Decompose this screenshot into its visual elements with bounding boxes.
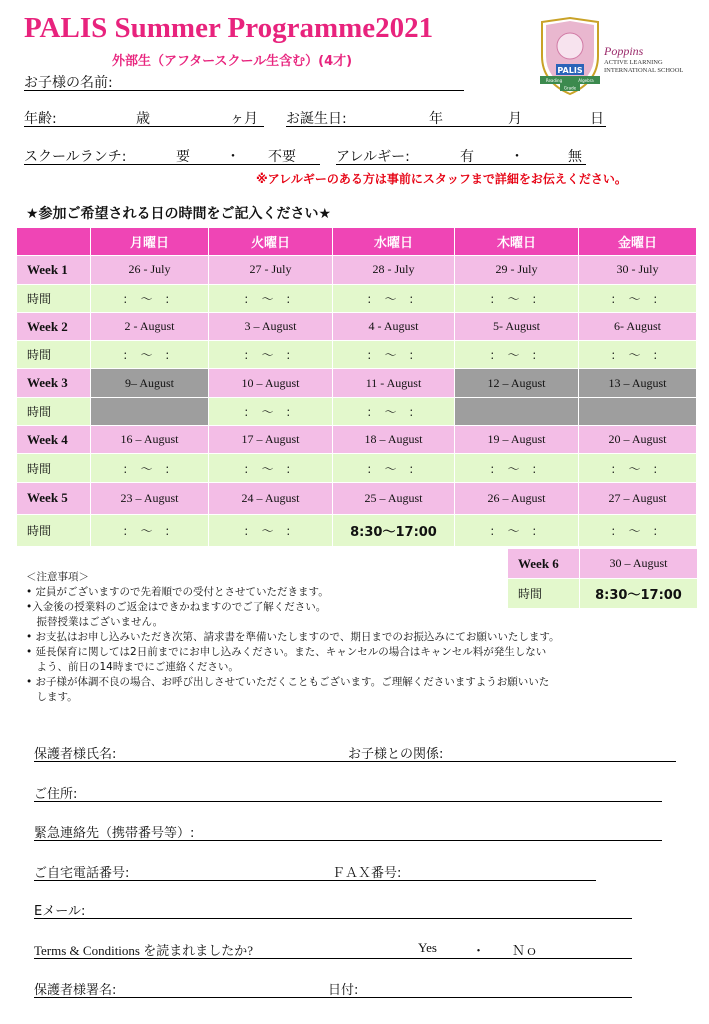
emergency-contact-field[interactable]: [34, 822, 662, 841]
time-label: 時間: [17, 397, 91, 425]
date-cell: 25 – August: [333, 482, 455, 514]
week-label: Week 3: [17, 369, 91, 397]
time-cell-closed: [579, 397, 697, 425]
week-label: Week 1: [17, 256, 91, 284]
time-row: [17, 514, 697, 546]
time-row: [17, 341, 697, 369]
email-label: Eメール:: [34, 904, 86, 919]
time-cell-closed: [455, 397, 579, 425]
email-field[interactable]: [34, 900, 632, 919]
time-input-cell[interactable]: ： 〜 ：: [333, 454, 455, 482]
note-line: • 定員がございますので先着順での受付とさせていただきます。: [26, 586, 329, 598]
week-row: [17, 482, 697, 514]
week6-time: 8:30〜17:00: [580, 579, 698, 609]
page-subtitle: 外部生（アフタースクール生含む）(4才): [112, 54, 353, 69]
week-label: Week 2: [17, 312, 91, 340]
ribbon-left-text: Reading: [545, 78, 563, 83]
time-input-cell[interactable]: ： 〜 ：: [91, 454, 209, 482]
home-phone-field[interactable]: [34, 862, 596, 881]
school-name-line2: INTERNATIONAL SCHOOL: [604, 67, 684, 74]
page-title: PALIS Summer Programme2021: [24, 12, 434, 44]
fax-label: ＦＡＸ番号:: [332, 866, 402, 881]
week-row: [17, 312, 697, 340]
time-input-cell[interactable]: ： 〜 ：: [209, 514, 333, 546]
date-cell: 27 – August: [579, 482, 697, 514]
lunch-dot: ・: [226, 149, 240, 165]
time-row: [17, 454, 697, 482]
notes-section: [26, 570, 559, 705]
allergy-yes-option[interactable]: 有: [460, 149, 474, 165]
schedule-header-row: [17, 228, 697, 256]
time-input-cell[interactable]: ： 〜 ：: [579, 514, 697, 546]
date-cell: 24 – August: [209, 482, 333, 514]
time-input-cell[interactable]: ： 〜 ：: [209, 454, 333, 482]
date-cell: 6- August: [579, 312, 697, 340]
week-row: [17, 426, 697, 454]
time-input-cell[interactable]: ： 〜 ：: [455, 514, 579, 546]
note-line: •入金後の授業料のご返金はできかねますのでご了解ください。: [26, 601, 327, 613]
day-header: 金曜日: [579, 228, 697, 256]
allergy-label: アレルギー:: [336, 149, 410, 165]
time-label: 時間: [17, 514, 91, 546]
terms-dot: ・: [472, 943, 486, 958]
time-input-cell[interactable]: ： 〜 ：: [209, 284, 333, 312]
guardian-name-field[interactable]: [34, 743, 676, 762]
poppins-logo: [604, 44, 694, 75]
schedule-table: [16, 227, 697, 547]
date-cell: 2 - August: [91, 312, 209, 340]
ribbon-bottom-text: Grade: [563, 85, 577, 91]
note-line: • お支払はお申し込みいただき次第、請求書を準備いたしますので、期日までのお振込みにてお願いいたします。: [26, 631, 560, 643]
week-label: Week 5: [17, 482, 91, 514]
day-header: 火曜日: [209, 228, 333, 256]
time-input-cell[interactable]: ： 〜 ：: [209, 397, 333, 425]
date-cell: 3 – August: [209, 312, 333, 340]
date-cell: 17 – August: [209, 426, 333, 454]
birthday-year-unit: 年: [429, 111, 443, 127]
note-line: します。: [26, 691, 78, 703]
relation-label: お子様との関係:: [348, 747, 444, 762]
header-corner: [17, 228, 91, 256]
lunch-label: スクールランチ:: [24, 149, 127, 165]
time-input-cell[interactable]: ： 〜 ：: [333, 397, 455, 425]
signature-field[interactable]: [34, 979, 632, 998]
palis-shield-logo: [536, 16, 604, 96]
time-row: [17, 397, 697, 425]
terms-yes-option[interactable]: Yes: [418, 940, 437, 955]
birthday-label: お誕生日:: [286, 111, 347, 127]
week-row: [17, 369, 697, 397]
date-cell: 27 - July: [209, 256, 333, 284]
ribbon-right-text: Algebra: [578, 78, 594, 83]
date-cell: 26 – August: [455, 482, 579, 514]
date-cell: 11 - August: [333, 369, 455, 397]
week-row: [17, 256, 697, 284]
date-cell: 10 – August: [209, 369, 333, 397]
allergy-warning: ※アレルギーのある方は事前にスタッフまで詳細をお伝えください。: [256, 172, 627, 186]
poppins-brand: Poppins: [604, 44, 644, 58]
address-field[interactable]: [34, 783, 662, 802]
notes-title: ＜注意事項＞: [26, 571, 89, 583]
time-input-cell[interactable]: ： 〜 ：: [455, 454, 579, 482]
birthday-field[interactable]: [286, 108, 606, 127]
time-input-cell[interactable]: ： 〜 ：: [455, 284, 579, 312]
date-cell: 4 - August: [333, 312, 455, 340]
note-line: よう、前日の14時までにご連絡ください。: [26, 661, 239, 673]
birthday-month-unit: 月: [508, 111, 522, 127]
time-row: [17, 284, 697, 312]
time-input-cell[interactable]: ： 〜 ：: [209, 341, 333, 369]
allergy-field[interactable]: [336, 146, 586, 165]
terms-field[interactable]: [34, 940, 632, 959]
child-name-label: お子様の名前:: [24, 75, 113, 91]
time-input-cell[interactable]: ： 〜 ：: [455, 341, 579, 369]
time-input-cell[interactable]: ： 〜 ：: [91, 284, 209, 312]
age-months-unit: ヶ月: [230, 111, 258, 127]
terms-no-option[interactable]: Ｎｏ: [512, 943, 539, 958]
time-cell-closed: [91, 397, 209, 425]
note-line: • 延長保育に関しては2日前までにお申し込みください。また、キャンセルの場合はキャンセル料が発生しない: [26, 646, 547, 658]
terms-label: Terms & Conditions を読まれましたか?: [34, 943, 254, 958]
time-label: 時間: [508, 579, 580, 609]
time-input-cell[interactable]: ： 〜 ：: [579, 341, 697, 369]
week6-date: 30 – August: [580, 549, 698, 579]
time-label: 時間: [17, 341, 91, 369]
guardian-name-label: 保護者様氏名:: [34, 747, 117, 762]
age-label: 年齢:: [24, 111, 57, 127]
age-field[interactable]: [24, 108, 264, 127]
day-header: 水曜日: [333, 228, 455, 256]
birthday-day-unit: 日: [590, 111, 604, 127]
date-cell-closed: 12 – August: [455, 369, 579, 397]
week-label: Week 4: [17, 426, 91, 454]
date-cell: 19 – August: [455, 426, 579, 454]
day-header: 月曜日: [91, 228, 209, 256]
time-input-cell[interactable]: ： 〜 ：: [579, 284, 697, 312]
school-lunch-field[interactable]: [24, 146, 320, 165]
week6-label: Week 6: [508, 549, 580, 579]
lunch-yes-option[interactable]: 要: [176, 149, 190, 165]
shield-text: PALIS: [557, 66, 583, 75]
time-input-cell[interactable]: ： 〜 ：: [579, 454, 697, 482]
allergy-dot: ・: [510, 149, 524, 165]
time-input-cell[interactable]: ： 〜 ：: [333, 341, 455, 369]
home-phone-label: ご自宅電話番号:: [34, 866, 130, 881]
date-cell: 23 – August: [91, 482, 209, 514]
note-line: 振替授業はございません。: [26, 616, 164, 628]
date-cell: 20 – August: [579, 426, 697, 454]
lunch-no-option[interactable]: 不要: [268, 149, 296, 165]
emergency-label: 緊急連絡先（携帯番号等）:: [34, 826, 195, 841]
date-cell-closed: 9– August: [91, 369, 209, 397]
date-cell: 18 – August: [333, 426, 455, 454]
school-name-line1: ACTIVE LEARNING: [604, 59, 663, 66]
time-label: 時間: [17, 454, 91, 482]
time-input-cell[interactable]: ： 〜 ：: [91, 514, 209, 546]
time-label: 時間: [17, 284, 91, 312]
time-input-cell[interactable]: ： 〜 ：: [91, 341, 209, 369]
address-label: ご住所:: [34, 787, 78, 802]
child-name-field[interactable]: [24, 72, 464, 91]
date-cell: 30 - July: [579, 256, 697, 284]
age-years-unit: 歳: [136, 111, 150, 127]
note-line: • お子様が体調不良の場合、お呼び出しさせていただくこともございます。ご理解くださいますようお願いいた: [26, 676, 550, 688]
date-label: 日付:: [328, 983, 359, 998]
time-input-cell[interactable]: ： 〜 ：: [333, 284, 455, 312]
date-cell-closed: 13 – August: [579, 369, 697, 397]
signature-label: 保護者様署名:: [34, 983, 117, 998]
date-cell: 26 - July: [91, 256, 209, 284]
date-cell: 16 – August: [91, 426, 209, 454]
schedule-heading: ★参加ご希望される日の時間をご記入ください★: [26, 206, 332, 222]
date-cell: 28 - July: [333, 256, 455, 284]
fixed-time-cell: 8:30〜17:00: [333, 514, 455, 546]
date-cell: 5- August: [455, 312, 579, 340]
day-header: 木曜日: [455, 228, 579, 256]
allergy-no-option[interactable]: 無: [568, 149, 582, 165]
date-cell: 29 - July: [455, 256, 579, 284]
